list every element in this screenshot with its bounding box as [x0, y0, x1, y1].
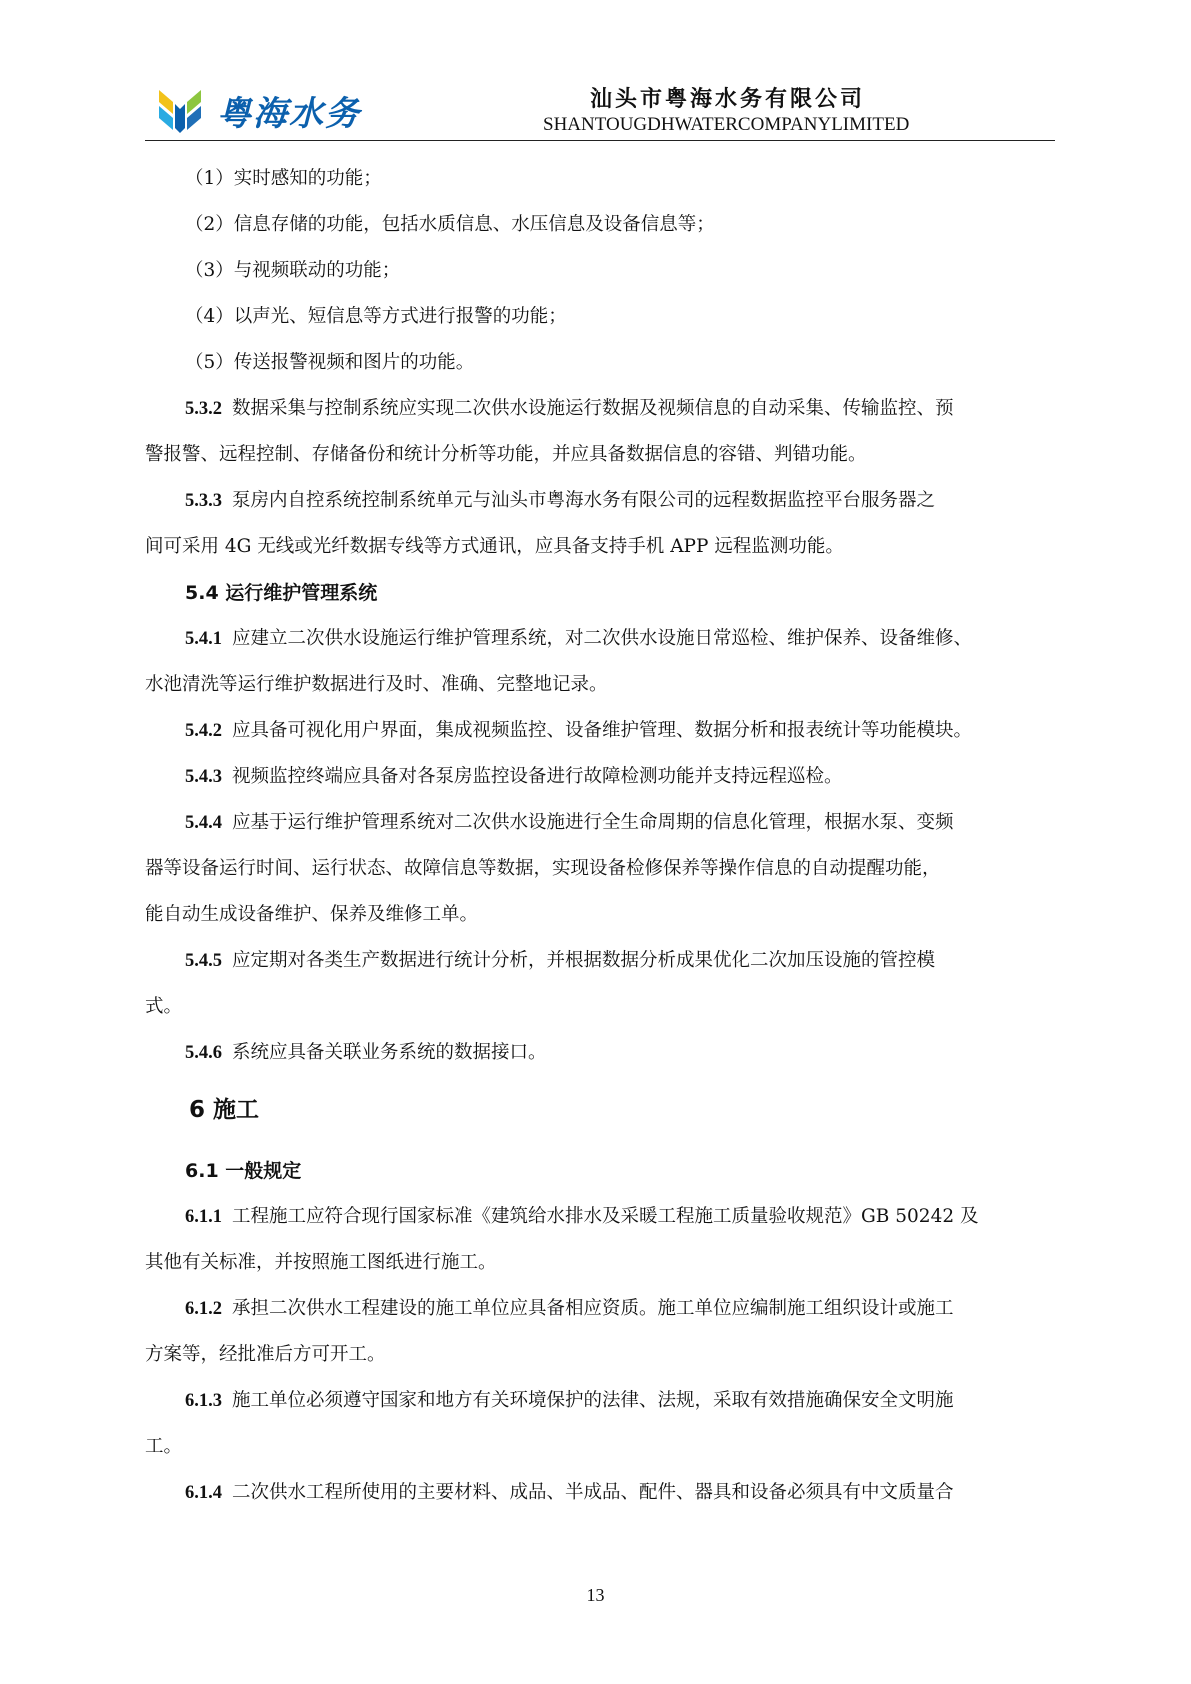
- clause-number: 5.3.3: [185, 491, 222, 511]
- clause-5-4-1: [145, 616, 1055, 708]
- clause-number: 6.1.2: [185, 1299, 222, 1319]
- clause-text: 视频监控终端应具备对各泵房监控设备进行故障检测功能并支持远程巡检。: [232, 766, 843, 787]
- clause-number: 5.4.3: [185, 767, 222, 787]
- clause-5-3-3: [145, 478, 1055, 570]
- clause-text: 应具备可视化用户界面，集成视频监控、设备维护管理、数据分析和报表统计等功能模块。: [232, 720, 973, 741]
- clause-text: 能自动生成设备维护、保养及维修工单。: [145, 904, 479, 925]
- clause-number: 5.3.2: [185, 399, 222, 419]
- clause-text: 工。: [145, 1436, 183, 1457]
- company-name-cn: 汕头市粤海水务有限公司: [590, 87, 866, 112]
- document-body: [145, 156, 1055, 1516]
- clause-text: 式。: [145, 996, 183, 1017]
- clause-6-1-2: [145, 1286, 1055, 1378]
- clause-text: 警报警、远程控制、存储备份和统计分析等功能，并应具备数据信息的容错、判错功能。: [145, 444, 867, 465]
- clause-text: 二次供水工程所使用的主要材料、成品、半成品、配件、器具和设备必须具有中文质量合: [232, 1482, 954, 1503]
- clause-text: 工程施工应符合现行国家标准《建筑给水排水及采暖工程施工质量验收规范》GB 50242 及: [232, 1206, 979, 1227]
- clause-number: 5.4.1: [185, 629, 222, 649]
- list-item: （1）实时感知的功能；: [185, 168, 382, 189]
- clause-5-3-2: [145, 386, 1055, 478]
- clause-5-4-4: [145, 800, 1055, 938]
- clause-number: 6.1.1: [185, 1207, 222, 1227]
- chapter-heading-6: 6 施工: [189, 1097, 260, 1123]
- clause-number: 5.4.6: [185, 1043, 222, 1063]
- clause-text: 其他有关标准，并按照施工图纸进行施工。: [145, 1252, 497, 1273]
- clause-5-4-3: [145, 754, 1055, 800]
- page-header: [145, 76, 1055, 141]
- clause-text: 器等设备运行时间、运行状态、故障信息等数据，实现设备检修保养等操作信息的自动提醒功能，: [145, 858, 941, 879]
- list-item: （5）传送报警视频和图片的功能。: [185, 352, 475, 373]
- clause-6-1-3: [145, 1378, 1055, 1470]
- clause-number: 6.1.4: [185, 1483, 222, 1503]
- list-item: （2）信息存储的功能，包括水质信息、水压信息及设备信息等；: [185, 214, 715, 235]
- clause-text: 施工单位必须遵守国家和地方有关环境保护的法律、法规，采取有效措施确保安全文明施: [232, 1390, 954, 1411]
- clause-text: 应定期对各类生产数据进行统计分析，并根据数据分析成果优化二次加压设施的管控模: [232, 950, 936, 971]
- clause-text: 数据采集与控制系统应实现二次供水设施运行数据及视频信息的自动采集、传输监控、预: [232, 398, 954, 419]
- section-heading-6-1: 6.1 一般规定: [185, 1160, 302, 1182]
- clause-5-4-6: [145, 1030, 1055, 1076]
- company-logo-icon: [155, 84, 205, 136]
- clause-5-4-2: [145, 708, 1055, 754]
- clause-6-1-4: [145, 1470, 1055, 1516]
- clause-text: 应基于运行维护管理系统对二次供水设施进行全生命周期的信息化管理，根据水泵、变频: [232, 812, 954, 833]
- clause-text: 方案等，经批准后方可开工。: [145, 1344, 386, 1365]
- clause-number: 5.4.4: [185, 813, 222, 833]
- clause-number: 5.4.2: [185, 721, 222, 741]
- clause-text: 水池清洗等运行维护数据进行及时、准确、完整地记录。: [145, 674, 608, 695]
- clause-number: 6.1.3: [185, 1391, 222, 1411]
- list-item: （4）以声光、短信息等方式进行报警的功能；: [185, 306, 567, 327]
- clause-6-1-1: [145, 1194, 1055, 1286]
- list-item: （3）与视频联动的功能；: [185, 260, 401, 281]
- clause-text: 应建立二次供水设施运行维护管理系统，对二次供水设施日常巡检、维护保养、设备维修、: [232, 628, 973, 649]
- clause-text: 承担二次供水工程建设的施工单位应具备相应资质。施工单位应编制施工组织设计或施工: [232, 1298, 954, 1319]
- clause-text: 系统应具备关联业务系统的数据接口。: [232, 1042, 547, 1063]
- clause-number: 5.4.5: [185, 951, 222, 971]
- page-number: 13: [586, 1585, 605, 1605]
- clause-text: 泵房内自控系统控制系统单元与汕头市粤海水务有限公司的远程数据监控平台服务器之: [232, 490, 936, 511]
- section-heading-5-4: 5.4 运行维护管理系统: [185, 582, 378, 604]
- clause-5-4-5: [145, 938, 1055, 1030]
- company-name-en: SHANTOUGDHWATERCOMPANYLIMITED: [543, 114, 910, 135]
- clause-text: 间可采用 4G 无线或光纤数据专线等方式通讯，应具备支持手机 APP 远程监测功能。: [145, 536, 844, 557]
- logo-text: 粤海水务: [217, 94, 361, 134]
